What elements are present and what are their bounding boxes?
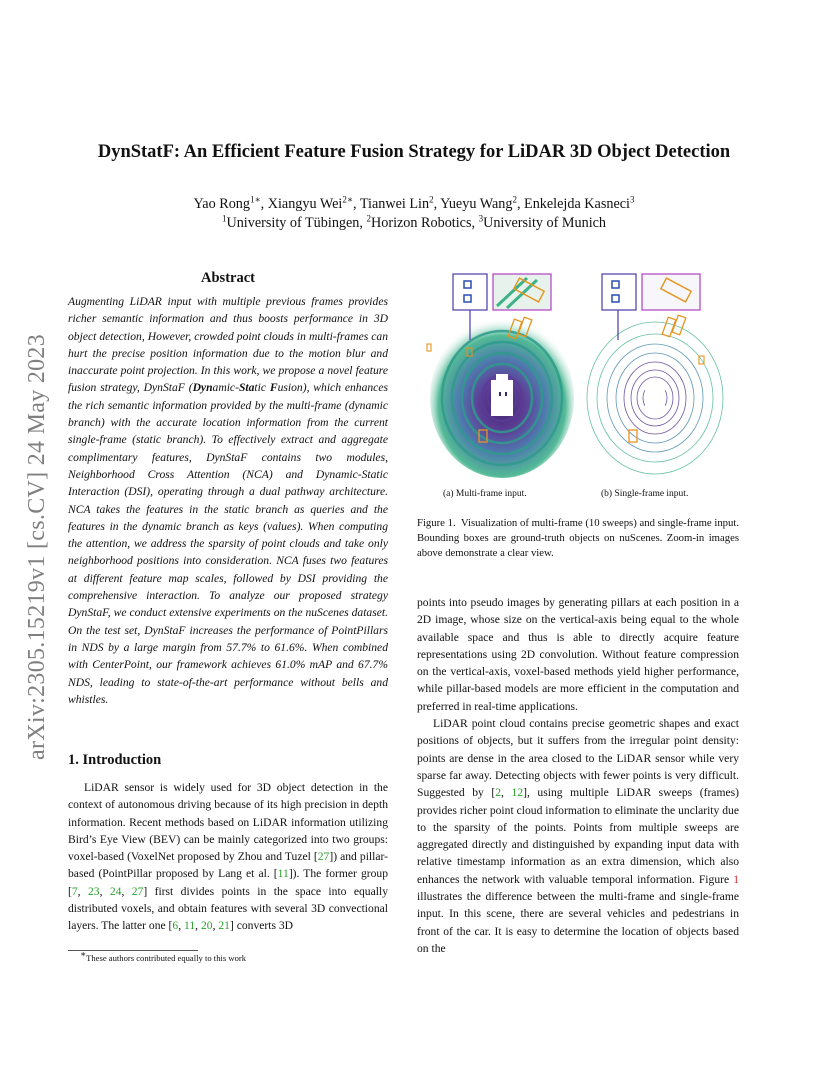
author-block (40, 195, 788, 233)
affiliation: Horizon Robotics (371, 215, 472, 231)
emph: F (269, 381, 278, 395)
single-frame-panel (587, 274, 723, 474)
affil-mark: 2 (366, 213, 371, 224)
body-text: LiDAR point cloud contains precise geometric shapes and exact positions of objects, but it suffers from the irregular point density: points are dense in the area closed to the LiDAR sensor while very sparse far away. Detecting objects with fewer points is very difficult. Suggested by [ (417, 717, 739, 800)
citation-link[interactable]: 21 (218, 919, 230, 933)
abstract-text: usion (277, 381, 303, 395)
author-affil-mark: 2∗ (342, 194, 353, 205)
abstract-text: Augmenting LiDAR input with multiple previous frames provides richer semantic information and thus boosts performance in 3D object detection, However, crowded point clouds in multi-frames can hurt the precise position information due to the motion blur and inaccurate point projection. In this work, we propose a novel feature fusion strategy, DynStaF ( (68, 295, 388, 395)
author-affil-mark: 2 (512, 194, 517, 205)
body-text: LiDAR sensor is widely used for 3D object detection in the context of autonomous driving because of its high precision in depth information. Recent methods based on LiDAR information utilizing Bird’s Eye View (BEV) can be mainly categorized into two groups: voxel-based (VoxelNet proposed by Zhou and Tuzel [ (68, 781, 388, 864)
body-text: illustrates the difference between the multi-frame and single-frame input. In this scene, there are several vehicles and pedestrians in front of the car. It is easy to determine the location of objects based on the (417, 890, 739, 955)
figure-ref-link[interactable]: 1 (733, 872, 739, 886)
citation-link[interactable]: 23 (87, 884, 100, 898)
arxiv-stamp-text: arXiv:2305.15219v1 [cs.CV] 24 May 2023 (24, 333, 50, 760)
author-list: Yao Rong$^{1∗}$, Xiangyu Wei$^{2∗}$, Tianwei Lin$^2$, Yueyu Wang$^2$, Enkelejda Kasneci$^3$ (193, 194, 635, 212)
figure-1 (417, 270, 739, 510)
citation-link[interactable]: 6 (172, 919, 179, 933)
abstract-body (68, 293, 388, 708)
author-name: Tianwei Lin (359, 196, 430, 212)
citation-link[interactable]: 2 (495, 786, 502, 800)
body-text: ]) and pillar-based (PointPillar proposed by Lang et al. [ (68, 850, 388, 881)
figure-caption (417, 516, 739, 561)
citation-link[interactable]: 27 (131, 884, 144, 898)
body-paragraph: points into pseudo images by generating pillars at each position in a 2D image, whose size on the vertical-axis being equal to the whole available space and thus is able to directly acquire feature representations using 2D convolution. Without feature compression on the vertical-axis, voxel-based methods yield higher performance, while pillar-based models are more efficient in the computation and preferred in real-time applications. (417, 596, 739, 713)
citation-link[interactable]: 27 (317, 850, 330, 864)
citation-link[interactable]: 20 (200, 919, 213, 933)
multi-frame-panel (427, 274, 574, 478)
author-affil-mark: 3 (630, 194, 635, 205)
citation-link[interactable]: 7 (71, 884, 78, 898)
abstract-text: ), which enhances the rich semantic information provided by the multi-frame (dynamic branch) with the accurate location information from the current single-frame (static branch). To effectively extract and aggregate complimentary features, DynStaF contains two modules, Neighborhood Cross Attention (NCA) and Dynamic-Static Interaction (DSI), operating through a dual pathway architecture. NCA takes the features in the static branch as queries and the features in the dynamic branch as keys (values). When computing the attention, we address the sparsity of point clouds and take only neighborhood positions into consideration. NCA fuses two features at different feature map scales, followed by DSI providing the comprehensive interaction. To analyze our proposed strategy DynStaF, we conduct extensive experiments on the nuScenes dataset. On the test set, DynStaF increases the performance of PointPillars in NDS by a large margin from 57.7% to 61.6%. When combined with CenterPoint, our framework achieves 61.0% mAP and 67.7% NDS, leading to state-of-the-art performance without bells and whistles. (68, 381, 388, 706)
body-text: ], using multiple LiDAR sweeps (frames) provides richer point cloud information to eliminate the unclarity due to the sparsity of the points. Points from multiple sweeps are aggregated directly and distinguished by expanding input data with relative timestamp information as an extra dimension, which also enhances the network with valuable temporal information. Figure (417, 786, 739, 886)
footnote (80, 949, 247, 963)
author-name: Yueyu Wang (440, 196, 513, 212)
paper-title: DynStatF: An Efficient Feature Fusion Strategy for LiDAR 3D Object Detection (97, 142, 731, 162)
subcaption-a: (a) Multi-frame input. (443, 489, 527, 499)
author-affil-mark: 1∗ (250, 194, 261, 205)
affil-mark: 3 (478, 213, 484, 224)
figure-caption-text: Visualization of multi-frame (10 sweeps) and single-frame input. Bounding boxes are ground-truth objects on nuScenes. Zoom-in images above demonstrate a clear view. (417, 517, 740, 559)
body-text: ]). The former group [ (68, 867, 388, 898)
footnote-text: These authors contributed equally to this work (86, 953, 247, 963)
section-heading-introduction: 1. Introduction (68, 752, 162, 768)
abstract-text: amic- (212, 381, 239, 395)
footnote-mark: ∗ (80, 949, 87, 960)
citation-link[interactable]: 24 (109, 884, 122, 898)
subcaption-b: (b) Single-frame input. (601, 489, 689, 499)
emph: Sta (238, 381, 255, 395)
arxiv-stamp (22, 280, 52, 760)
citation-link[interactable]: 11 (184, 919, 196, 933)
author-name: Enkelejda Kasneci (524, 196, 630, 212)
lidar-visualization (417, 270, 739, 490)
abstract-text: tic (254, 381, 270, 395)
author-name: Yao Rong (193, 196, 250, 212)
figure-caption-label: Figure 1. (417, 517, 456, 529)
abstract-heading: Abstract (201, 270, 255, 286)
body-text: ] converts 3D (229, 919, 294, 933)
author-affil-mark: 2 (429, 194, 434, 205)
right-column-text (417, 594, 739, 957)
body-text: ] first divides points in the space into equally distributed voxels, and obtain features with several 3D convectional layers. The latter one [ (68, 884, 388, 933)
citation-link[interactable]: 11 (277, 867, 289, 881)
affiliation-list: $^1$University of Tübingen, $^2$Horizon Robotics, $^3$University of Munich (221, 213, 607, 231)
affil-mark: 1 (221, 213, 227, 224)
affiliation: University of Munich (483, 215, 607, 231)
author-name: Xiangyu Wei (267, 196, 343, 212)
introduction-paragraph: LiDAR sensor is widely used for 3D object detection in the context of autonomous driving because of its high precision in depth information. Recent methods based on LiDAR information utilizing Bird’s Eye View (BEV) can be mainly categorized into two groups: voxel-based (VoxelNet proposed by Zhou and Tuzel [27]) and pillar-based (PointPillar proposed by Lang et al. [11]). The former group [7, 23, 24, 27] first divides points in the space into equally distributed voxels, and obtain features with several 3D convectional layers. The latter one [6, 11, 20, 21] converts 3D (68, 781, 388, 933)
footnote-rule (68, 950, 198, 951)
citation-link[interactable]: 12 (511, 786, 524, 800)
body-paragraph: LiDAR point cloud contains precise geometric shapes and exact positions of objects, but it suffers from the irregular point density: points are dense in the area closed to the LiDAR sensor while very sparse far away. Detecting objects with fewer points is very difficult. Suggested by [2, 12], using multiple LiDAR sweeps (frames) provides richer point cloud information to eliminate the unclarity due to the sparsity of the points. Points from multiple sweeps are aggregated directly and distinguished by expanding input data with relative timestamp information as an extra dimension, which also enhances the network with valuable temporal information. Figure 1 illustrates the difference between the multi-frame and single-frame input. In this scene, there are several vehicles and pedestrians in front of the car. It is easy to determine the location of objects based on the (417, 717, 739, 955)
affiliation: University of Tübingen (226, 215, 360, 231)
emph: Dyn (192, 381, 213, 395)
